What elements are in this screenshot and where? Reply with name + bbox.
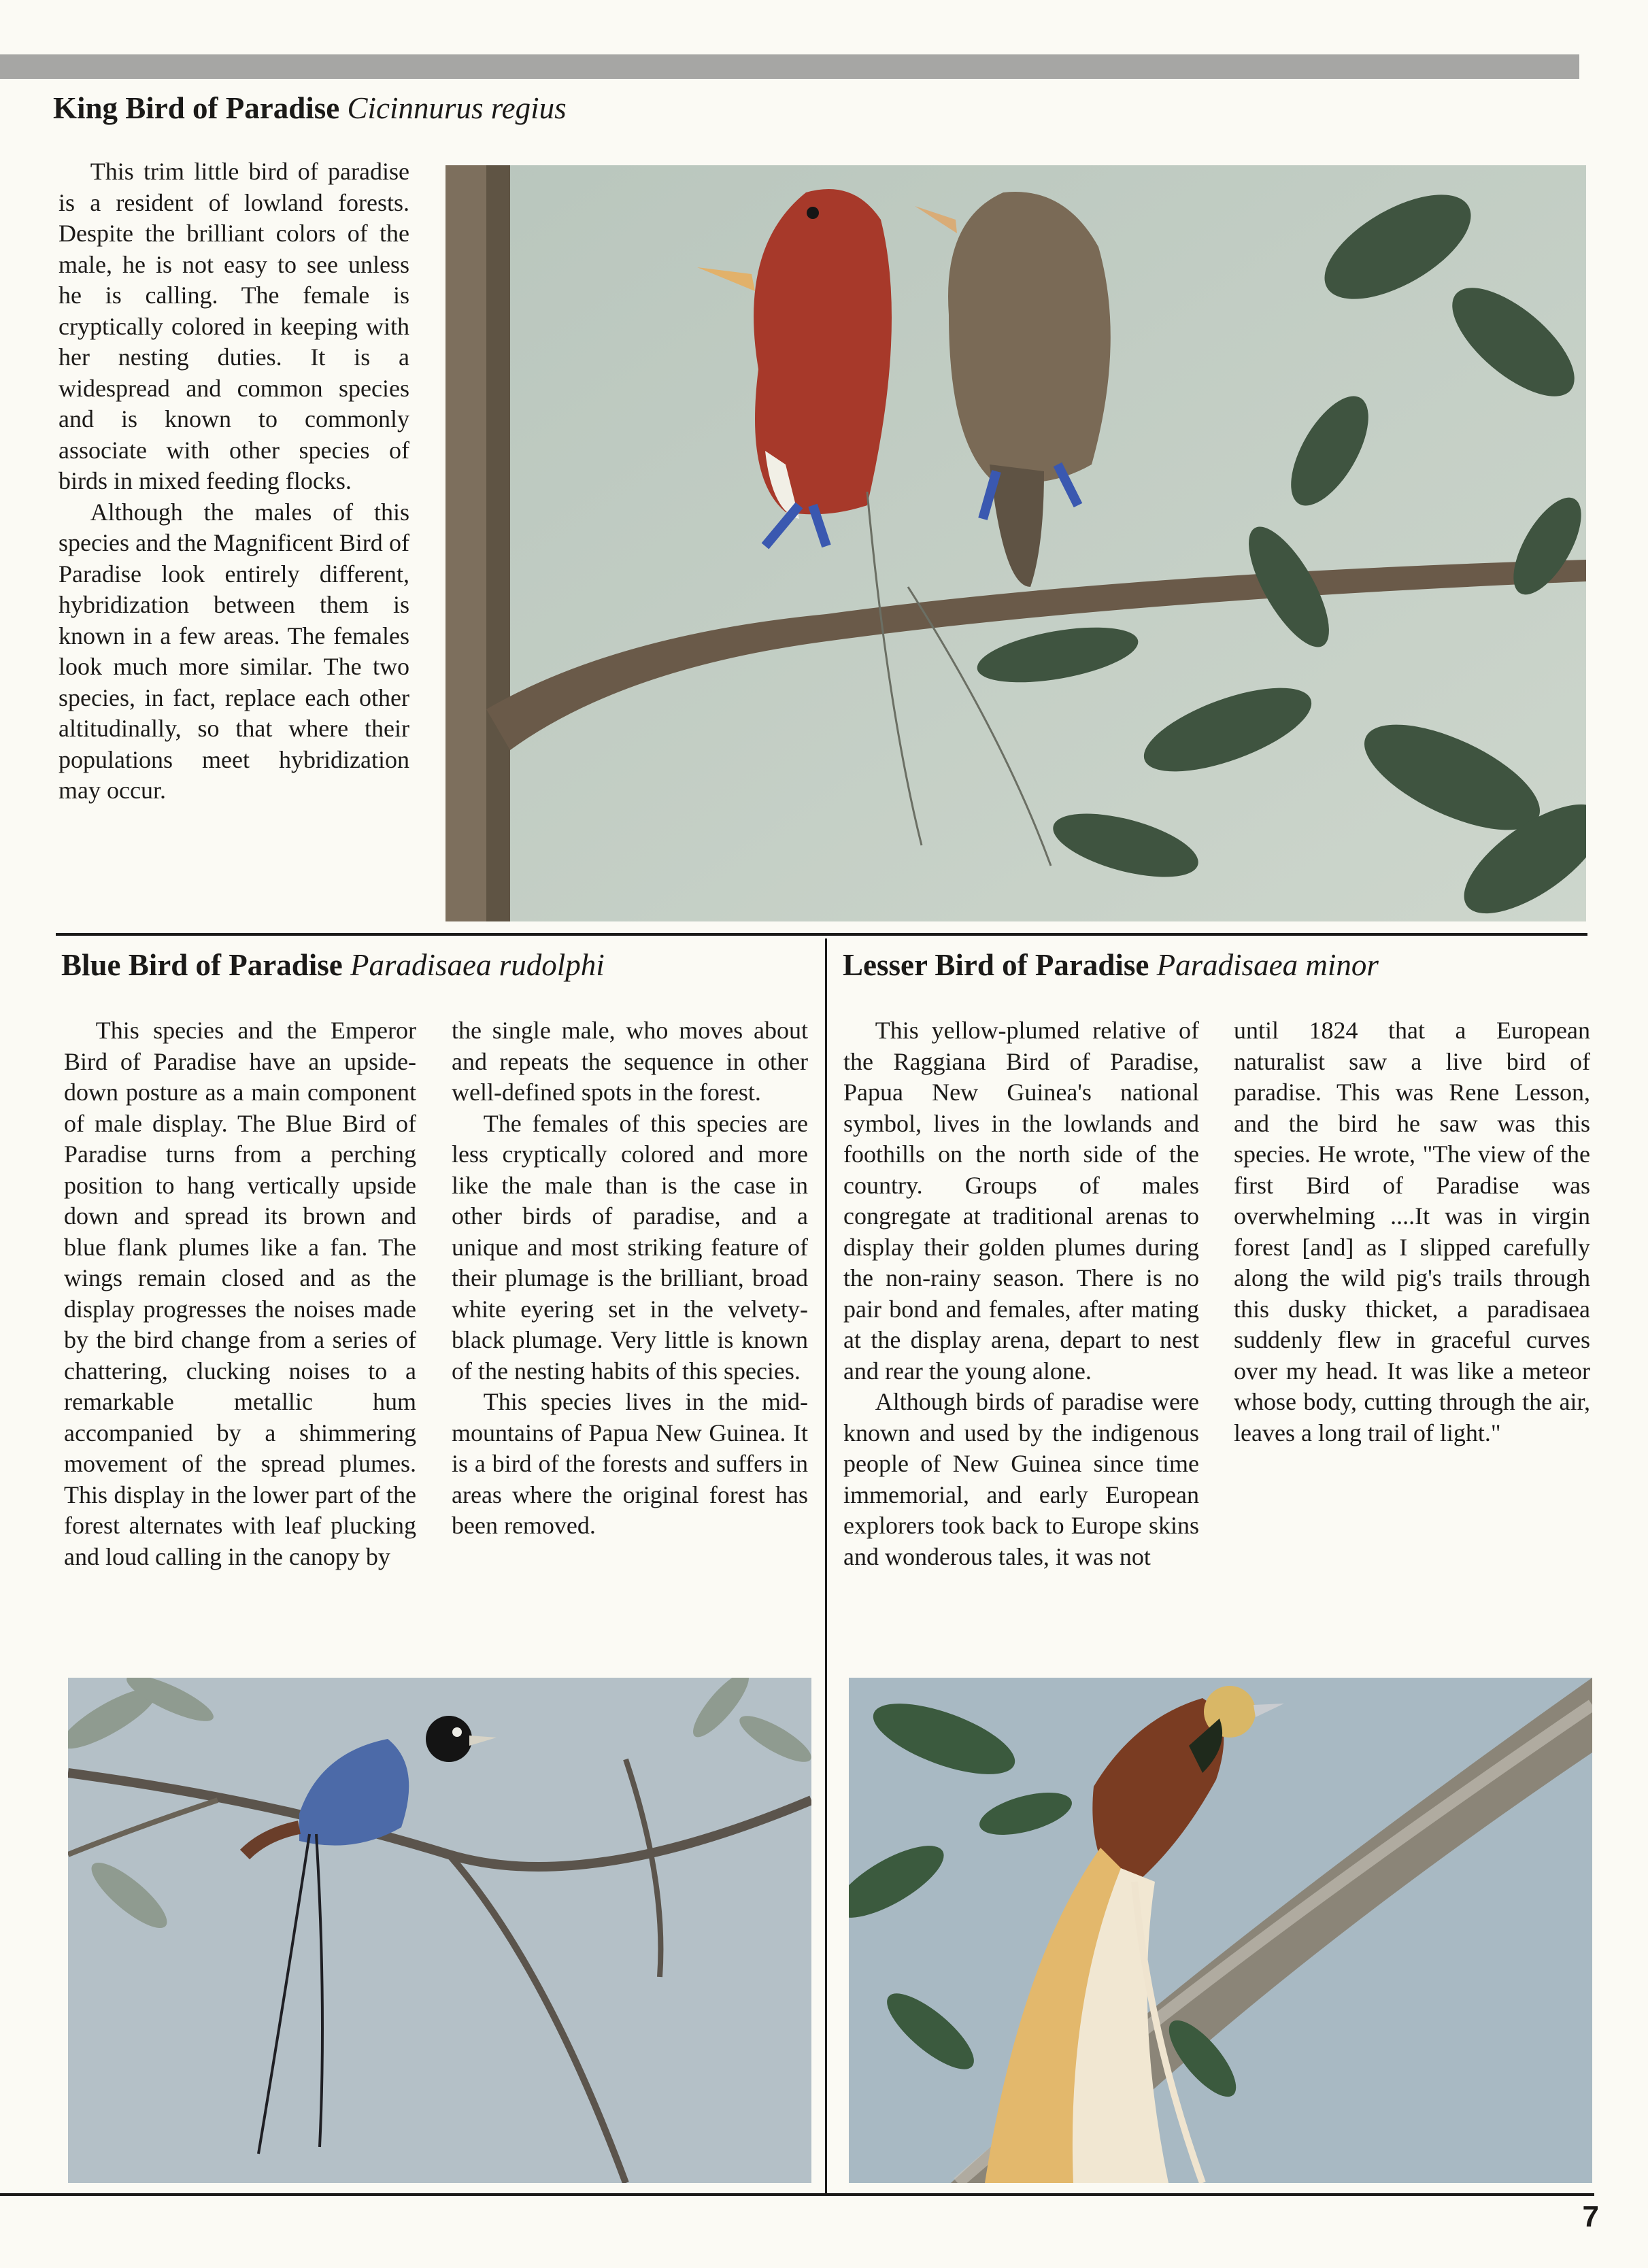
blue-paragraph-1: This species and the Emperor Bird of Paradise have an upside-down posture as a main component of male display. The Blue Bird of Paradise turns from a perching position to hang vertically upside down and spread its brown and blue flank plumes like a fan. The wings remain closed and as the display progresses the noises made by the bird change from a series of chattering, clucking noises to a remarkable metallic hum accompanied by a shimmering movement of the spread plumes. This display in the lower part of the forest alternates with leaf plucking and loud calling in the canopy by bbox=[64, 1017, 416, 1570]
lesser-bird-photo bbox=[849, 1678, 1592, 2183]
page-number: 7 bbox=[1582, 2200, 1599, 2233]
blue-latin: Paradisaea rudolphi bbox=[350, 948, 605, 982]
king-paragraph-2: Although the males of this species and the Magnificent Bird of Paradise look entirely different, hybridization between them is known in a few areas. The females look much more similar. The two species, in fact, replace each other altitudinally, so that where their populations meet hybridization may occur. bbox=[58, 498, 409, 804]
lesser-paragraph-3: until 1824 that a European naturalist saw a live bird of paradise. This was Rene Lesson, and the bird he saw was this species. He wrote, "The view of the first Bird of Paradise was overwhelming ....It was in virgin forest [and] as I slipped carefully along the wild pig's trails through this dusky thicket, a paradisaea suddenly flew in graceful curves over my head. It was like a meteor whose body, cutting through the air, leaves a long trail of light." bbox=[1234, 1017, 1590, 1446]
lesser-text-col1 bbox=[843, 1015, 1199, 1572]
blue-paragraph-3: The females of this species are less cryptically colored and more like the male than is the case in other birds of paradise, and a unique and most striking feature of their plumage is the brilliant, broad white eyering set in the velvety-black plumage. Very little is known of the nesting habits of this species. bbox=[452, 1109, 808, 1385]
lesser-heading bbox=[843, 950, 1379, 981]
king-bird-photo bbox=[445, 165, 1586, 921]
king-title: King Bird of Paradise bbox=[53, 91, 340, 125]
king-latin: Cicinnurus regius bbox=[347, 91, 567, 125]
blue-title: Blue Bird of Paradise bbox=[61, 948, 343, 982]
blue-text-col2 bbox=[452, 1015, 808, 1542]
column-divider bbox=[825, 938, 827, 2193]
blue-heading bbox=[61, 950, 605, 981]
section-divider-top bbox=[56, 933, 1587, 936]
lesser-paragraph-2: Although birds of paradise were known and used by the indigenous people of New Guinea since time immemorial, and early European explorers took back to Europe skins and wonderous tales, it was not bbox=[843, 1388, 1199, 1570]
section-divider-bottom bbox=[0, 2193, 1594, 2196]
blue-paragraph-4: This species lives in the mid-mountains of Papua New Guinea. It is a bird of the forests and suffers in areas where the original forest has been removed. bbox=[452, 1388, 808, 1539]
blue-paragraph-2: the single male, who moves about and repeats the sequence in other well-defined spots in the forest. bbox=[452, 1017, 808, 1106]
lesser-text-col2 bbox=[1234, 1015, 1590, 1449]
king-paragraph-1: This trim little bird of paradise is a resident of lowland forests. Despite the brilliant colors of the male, he is not easy to see unless he is calling. The female is cryptically colored in keeping with her nesting duties. It is a widespread and common species and is known to commonly associate with other species of birds in mixed feeding flocks. bbox=[58, 158, 409, 494]
king-text bbox=[58, 156, 409, 807]
king-heading bbox=[53, 93, 567, 124]
lesser-paragraph-1: This yellow-plumed relative of the Raggiana Bird of Paradise, Papua New Guinea's national symbol, lives in the lowlands and foothills on the north side of the country. Groups of males congregate at traditional arenas to display their golden plumes during the non-rainy season. There is no pair bond and females, after mating at the display arena, depart to nest and rear the young alone. bbox=[843, 1017, 1199, 1385]
blue-bird-photo bbox=[68, 1678, 811, 2183]
lesser-title: Lesser Bird of Paradise bbox=[843, 948, 1149, 982]
lesser-latin: Paradisaea minor bbox=[1156, 948, 1379, 982]
blue-text-col1 bbox=[64, 1015, 416, 1572]
header-band bbox=[0, 54, 1579, 79]
